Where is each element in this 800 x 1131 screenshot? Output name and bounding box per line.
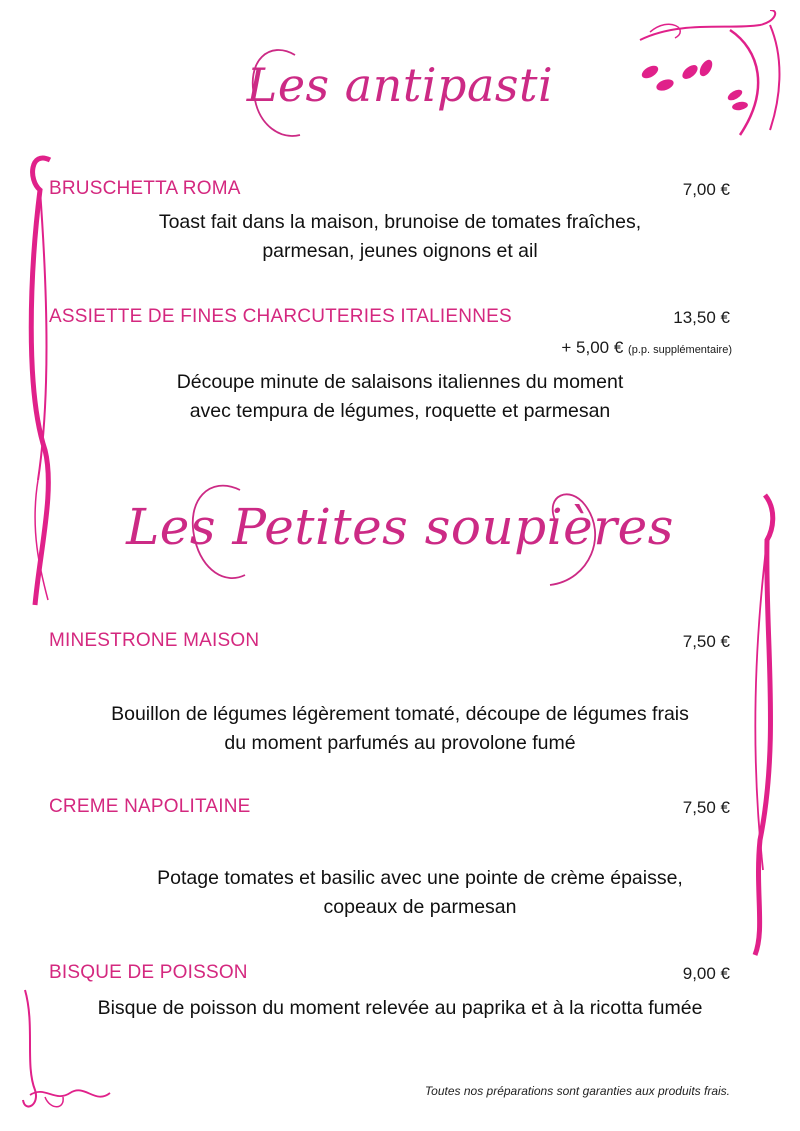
item-description (0, 700, 800, 758)
desc-line: Bouillon de légumes légèrement tomaté, découpe de légumes frais (111, 703, 689, 725)
item-description (0, 368, 800, 426)
desc-line: Découpe minute de salaisons italiennes du moment (176, 371, 624, 393)
desc-line: Potage tomates et basilic avec une pointe de crème épaisse, (157, 867, 683, 889)
desc-line: Toast fait dans la maison, brunoise de tomates fraîches, (158, 211, 642, 233)
item-name: BRUSCHETTA ROMA (49, 178, 241, 199)
item-description (0, 208, 800, 266)
desc-line: copeaux de parmesan (323, 896, 517, 918)
desc-line: Bisque de poisson du moment relevée au paprika et à la ricotta fumée (97, 997, 703, 1019)
item-name: MINESTRONE MAISON (49, 630, 260, 651)
item-name: ASSIETTE DE FINES CHARCUTERIES ITALIENNES (49, 306, 512, 327)
item-price: 7,50 € (682, 632, 730, 651)
item-price: 13,50 € (673, 308, 730, 327)
extra-price-value: + 5,00 € (561, 338, 624, 357)
footer-note: Toutes nos préparations sont garanties aux produits frais. (424, 1084, 730, 1098)
desc-line: avec tempura de légumes, roquette et parmesan (189, 400, 611, 422)
extra-price-note: (p.p. supplémentaire) (628, 344, 732, 356)
item-name: BISQUE DE POISSON (49, 962, 248, 983)
extra-price (561, 338, 732, 358)
item-price: 9,00 € (682, 964, 730, 983)
section-title-soupieres: Les Petites soupières (126, 498, 674, 556)
item-price: 7,50 € (682, 798, 730, 817)
desc-line: du moment parfumés au provolone fumé (224, 732, 576, 754)
item-name: CREME NAPOLITAINE (49, 796, 251, 817)
item-description (0, 994, 800, 1023)
item-description (40, 864, 800, 922)
desc-line: parmesan, jeunes oignons et ail (262, 240, 538, 262)
item-price: 7,00 € (682, 180, 730, 199)
section-title-antipasti: Les antipasti (246, 58, 554, 112)
